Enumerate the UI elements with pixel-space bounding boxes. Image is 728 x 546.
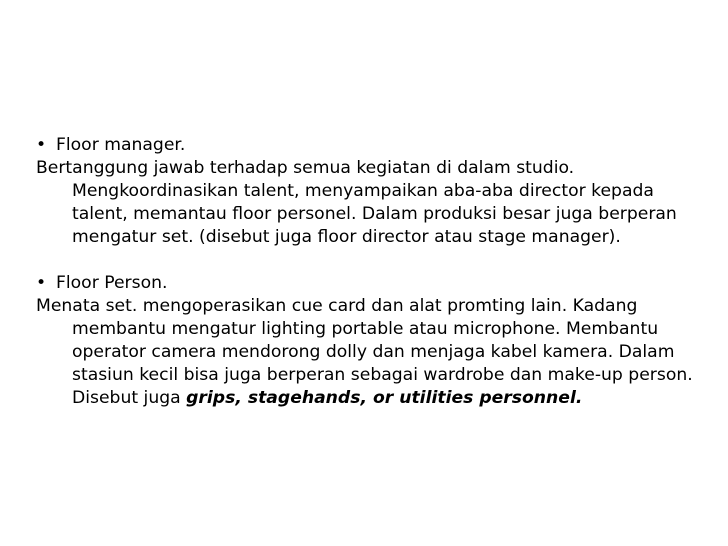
description-text: Menata set. mengoperasikan cue card dan alat promting lain. Kadang membantu mengatur lighting portable atau microphone. Membantu operator camera mendorong dolly dan menjaga kabel kamera. Dalam stasiun kecil bisa juga berperan sebagai wardrobe dan make-up person. Disebut juga [36,296,693,408]
bullet-icon: • [36,135,47,155]
spacer [36,249,696,272]
bullet-heading: Floor Person. [56,273,168,293]
bullet-icon: • [36,273,47,293]
slide-content [36,134,696,410]
emphasis-text: grips, stagehands, or utilities personnel. [186,388,583,408]
bullet-heading: Floor manager. [56,135,186,155]
bullet-item-floor-manager [36,134,696,157]
description-floor-manager: Bertanggung jawab terhadap semua kegiatan di dalam studio. Mengkoordinasikan talent, menyampaikan aba-aba director kepada talent, memantau floor personel. Dalam produksi besar juga berperan mengatur set. (disebut juga floor director atau stage manager). [36,158,677,247]
description-floor-person [36,295,696,410]
bullet-item-floor-person [36,272,696,295]
